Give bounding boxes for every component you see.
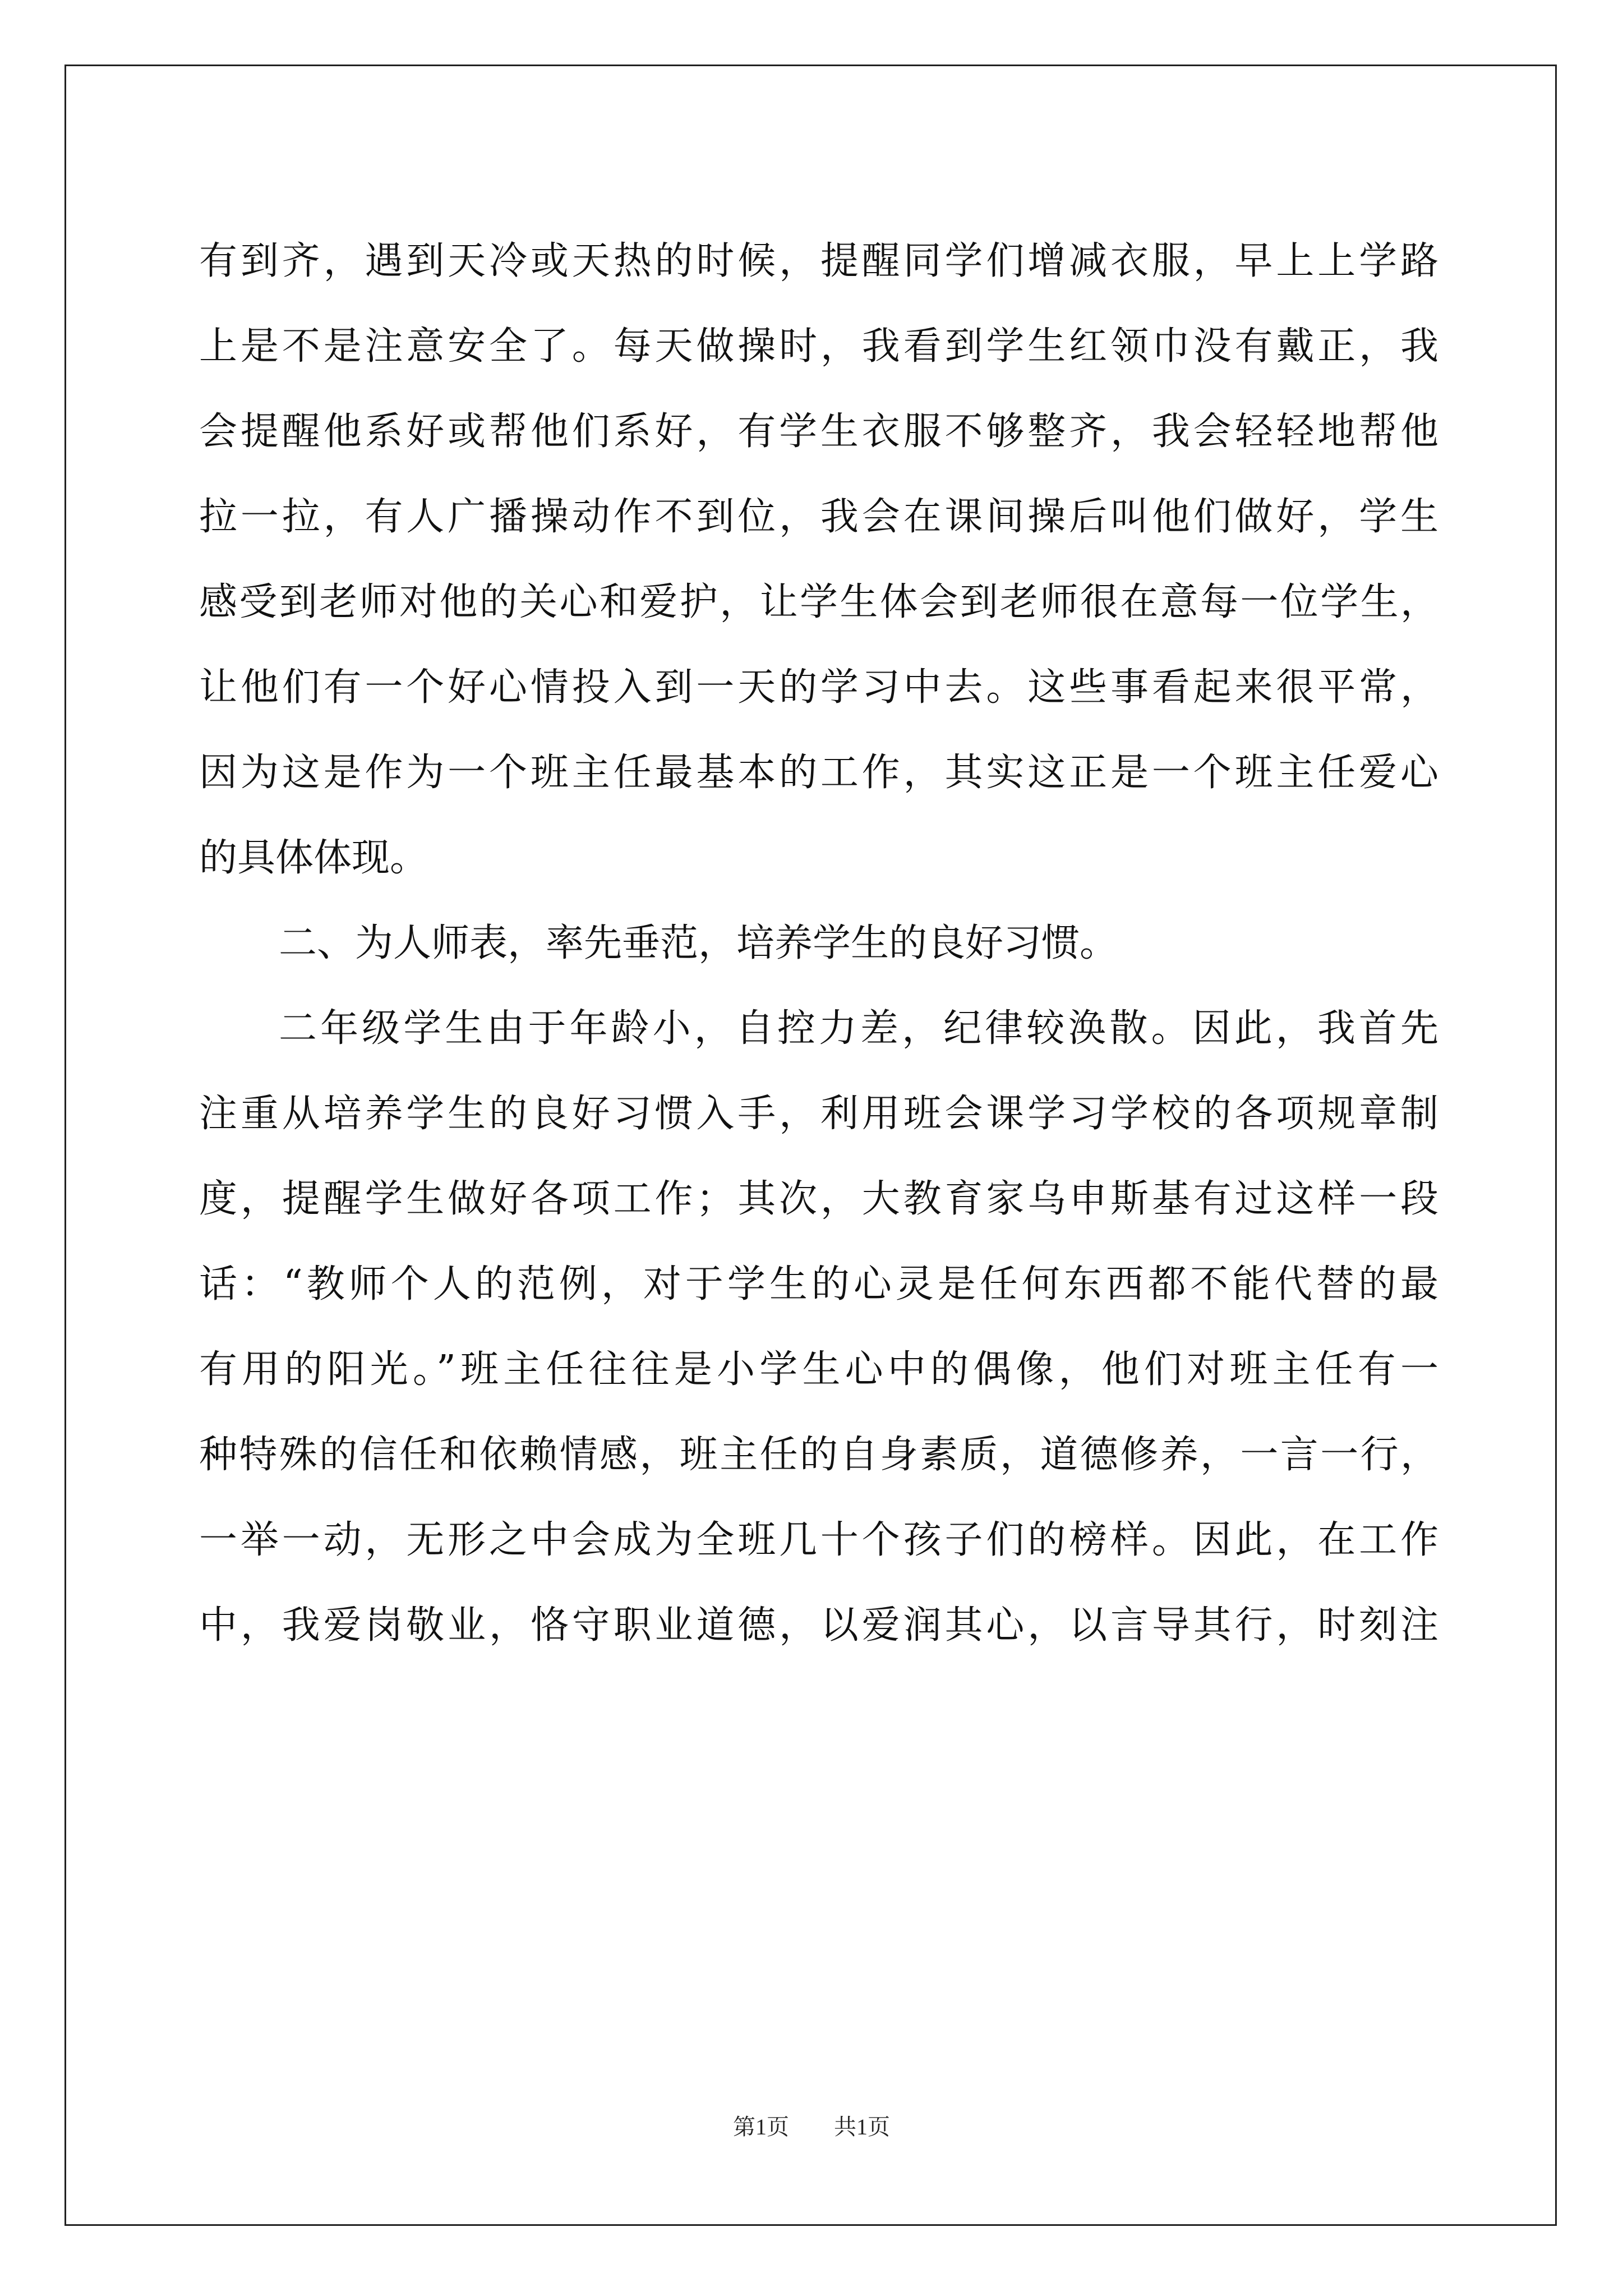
- section-heading: 二、为人师表，率先垂范，培养学生的良好习惯。: [279, 921, 1118, 965]
- text-line: 有用的阳光。”班主任往往是小学生心中的偶像，他们对班主任有一: [199, 1347, 1438, 1392]
- text-line: 会提醒他系好或帮他们系好，有学生衣服不够整齐，我会轻轻地帮他: [199, 409, 1438, 454]
- page-footer: [0, 2109, 1623, 2141]
- text-line: 因为这是作为一个班主任最基本的工作，其实这正是一个班主任爱心: [199, 751, 1438, 795]
- text-line: 上是不是注意安全了。每天做操时，我看到学生红领巾没有戴正，我: [199, 324, 1438, 369]
- text-line: 一举一动，无形之中会成为全班几十个孩子们的榜样。因此，在工作: [199, 1518, 1438, 1562]
- page-total: 共1页: [834, 2114, 890, 2139]
- text-line: 注重从培养学生的良好习惯入手，利用班会课学习学校的各项规章制: [199, 1092, 1438, 1136]
- text-line: 种特殊的信任和依赖情感，班主任的自身素质，道德修养，一言一行，: [199, 1433, 1438, 1477]
- text-line: 话：“教师个人的范例，对于学生的心灵是任何东西都不能代替的最: [199, 1262, 1438, 1306]
- text-line: 中，我爱岗敬业，恪守职业道德，以爱润其心，以言导其行，时刻注: [199, 1603, 1438, 1648]
- text-line: 二年级学生由于年龄小，自控力差，纪律较涣散。因此，我首先: [279, 1006, 1438, 1051]
- text-line: 感受到老师对他的关心和爱护，让学生体会到老师很在意每一位学生，: [199, 580, 1438, 624]
- document-body: [199, 219, 1438, 1668]
- text-line: 让他们有一个好心情投入到一天的学习中去。这些事看起来很平常，: [199, 665, 1438, 710]
- text-line: 拉一拉，有人广播操动作不到位，我会在课间操后叫他们做好，学生: [199, 495, 1438, 539]
- text-line: 有到齐，遇到天冷或天热的时候，提醒同学们增减衣服，早上上学路: [199, 239, 1438, 283]
- text-line: 度，提醒学生做好各项工作；其次，大教育家乌申斯基有过这样一段: [199, 1177, 1438, 1221]
- page-number: 第1页: [733, 2114, 789, 2139]
- text-line: 的具体体现。: [199, 836, 428, 880]
